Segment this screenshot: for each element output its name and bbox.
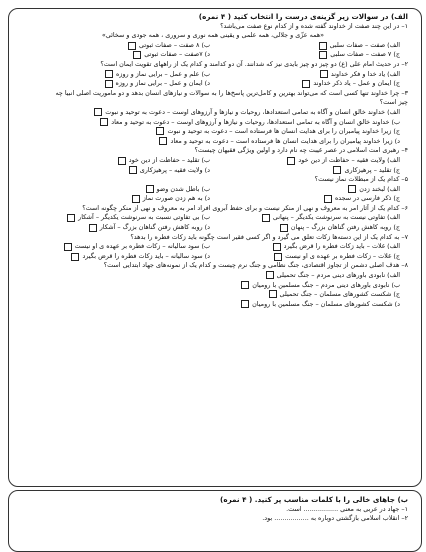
section-b [18,495,408,524]
q1-option-a[interactable] [210,41,400,51]
section-a-title: الف) در سوالات زیر گزینه‌ی درست را انتخاب کنید ( ۴ نمره) [198,12,408,21]
question-2: ۲– در حدیث امام علی (ع) دو چیز دو چیز بایدی نیز که شدانند. آن دو کدامند و کدام یک از راههای تقویت ایمان است؟ [100,59,408,68]
q2-option-c[interactable] [210,79,400,89]
checkbox[interactable] [319,51,327,59]
q4-options-row2 [18,166,408,176]
q6-option-c[interactable] [210,223,400,233]
q5-option-b[interactable] [143,185,210,195]
checkbox[interactable] [241,281,249,289]
checkbox[interactable] [105,80,113,88]
q3-option-b-label: ب) خداوند خالق انسان و آگاه به تمامی استعدادها، روحیات و نیازها و آرزوهای اوست – دعوت به توحید و معاد [111,117,400,126]
checkbox[interactable] [333,166,341,174]
q5-option-b-label: ب) باطل شدن وضو [156,184,210,193]
q3-option-c-label: ج) زیرا خداوند پیامبران را برای هدایت انسان ها فرستاده است – دعوت به توحید و نبوت [167,127,400,136]
q6-option-a[interactable] [210,213,400,223]
q7-option-d-label: د) سود سالیانه – باید زکات فطره را قرض بگیرد [82,251,210,260]
section-b-title: ب) جاهای خالی را با کلمات مناسب پر کنید. ( ۴ نمره) [220,495,408,504]
checkbox[interactable] [159,137,167,145]
q8-option-a-label: الف) نابودی باورهای دینی مردم – جنگ تحمیلی [276,271,400,280]
question-8: ۸– هدف اصلی دشمن از تجاوز اقتصادی، جنگ نظامی و جنگ نرم چیست و کدام یک از نمونه‌های جهاد ابتدایی است؟ [103,261,408,270]
q6-option-b-label: ب) بی تفاوتی نسبت به سرنوشت یکدیگر – آشکار [78,213,210,222]
fill-blank-2[interactable]: ۲– انقلاب اسلامی بازگشتی دوباره به ................. بود. [262,514,408,523]
q2-options-row2 [18,79,408,89]
q3-option-b[interactable] [18,118,408,128]
checkbox[interactable] [94,108,102,116]
q1-option-b[interactable] [125,41,210,51]
checkbox[interactable] [67,214,75,222]
checkbox[interactable] [287,157,295,165]
q1-options-row2 [18,50,408,60]
q4-option-a-label: الف) ولایت فقیه – حفاظت از دین خود [298,155,400,164]
q1-options-row1 [18,41,408,51]
checkbox[interactable] [105,70,113,78]
q7-option-a-label: الف) غلات – باید زکات فطره را قرض بگیرد [283,242,400,251]
q7-option-b-label: ب) سود سالیانه – زکات فطره بر عهده ی او نیست [74,242,210,251]
fill-blank-1[interactable]: ۱– جهاد در عربی به معنی ................. است. [286,504,408,513]
checkbox[interactable] [129,166,137,174]
q7-options-row2 [18,252,408,262]
checkbox[interactable] [273,243,281,251]
q3-option-d-label: د) زیرا خداوند پیامبران را برای هدایت انسان ها فرستاده است – دعوت به توحید و معاد [170,136,400,145]
q5-option-a-label: الف) لبخند زدن [359,184,400,193]
q7-option-c-label: ج) غلات – زکات فطره بر عهده ی او نیست [285,251,400,260]
q5-options-row1 [18,185,408,195]
checkbox[interactable] [241,300,249,308]
q1-option-b-label: ب) ۸ صفت – صفات ثبوتی [139,40,210,49]
q4-option-c-label: ج) تقلید – پرهیزکاری [344,165,400,174]
q7-option-c[interactable] [210,252,400,262]
q6-option-d[interactable] [86,223,210,233]
q2-option-d-label: د) ایمان و عمل – برایی نماز و روزه [115,79,210,88]
q5-option-c[interactable] [210,194,400,204]
checkbox[interactable] [348,185,356,193]
q8-option-c-label: ج) شکست کشورهای مسلمان – جنگ تحمیلی [279,290,400,299]
checkbox[interactable] [324,195,332,203]
question-1: ۱– در این چند صفت از خداوند گفته شده و از کدام نوع صفت می‌باشد؟ [220,21,408,30]
q7-option-d[interactable] [68,252,210,262]
question-1-verse: «همه عزّی و جلالی، همه علمی و یقینی همه نوری و سروری ، همه جودی و سخائی» [101,31,325,40]
q6-option-d-label: د) روبه کاهش رفتن گناهان بزرگ – آشکار [99,223,210,232]
q3-option-a-label: الف) خداوند خالق انسان و آگاه به تمامی استعدادها، روحیات و نیازها و آرزوهای اوست – دعوت به توحید و نبوت [105,107,400,116]
question-4: ۴– رهبری امت اسلامی در عصر غیبت چه نام دارد و اولین ویژگی فقیهان چیست؟ [194,146,408,155]
q8-option-b[interactable] [18,281,408,291]
checkbox[interactable] [320,70,328,78]
checkbox[interactable] [89,224,97,232]
checkbox[interactable] [274,253,282,261]
q4-option-d[interactable] [126,166,210,176]
q4-option-b-label: ب) تقلید – حفاظت از دین خود [128,155,210,164]
q6-option-c-label: ج) روبه کاهش رفتن گناهان بزرگ – پنهان [290,223,400,232]
q7-option-a[interactable] [210,242,400,252]
checkbox[interactable] [118,157,126,165]
q3-option-a[interactable] [18,108,408,118]
checkbox[interactable] [319,42,327,50]
q1-option-d-label: د) ۷صفت – صفات ثبوتی [144,50,210,59]
q8-option-a[interactable] [18,271,408,281]
checkbox[interactable] [100,118,108,126]
q4-option-b[interactable] [115,156,210,166]
q1-option-d[interactable] [130,50,210,60]
checkbox[interactable] [128,42,136,50]
q4-options-row1 [18,156,408,166]
q5-option-c-label: ج) ذکر فارسی در سجده [334,194,400,203]
question-7: ۷– به کدام یک از این دسته‌ها زکات تعلق می گیرد و اگر کسی فقیر است چگونه باید زکات فطره را بدهد؟ [130,232,408,241]
q2-option-b[interactable] [102,70,210,80]
q8-option-c[interactable] [18,290,408,300]
question-5: ۵– کدام یک از مبطلات نماز نیست؟ [314,175,408,184]
q8-option-d-label: د) شکست کشورهای مسلمان – جنگ مسلمین با رومیان [252,299,400,308]
section-a [18,12,408,309]
q5-option-d-label: د) به هم زدن صورت نماز [142,194,210,203]
q8-option-d[interactable] [18,300,408,310]
q6-options-row1 [18,213,408,223]
question-3-cont: چیز است؟ [379,98,408,107]
q4-option-d-label: د) ولایت فقیه – پرهیزکاری [139,165,210,174]
checkbox[interactable] [266,271,274,279]
q3-option-d[interactable] [18,137,408,147]
q2-option-d[interactable] [102,79,211,89]
checkbox[interactable] [156,127,164,135]
checkbox[interactable] [302,80,310,88]
q5-option-a[interactable] [210,185,400,195]
q6-option-b[interactable] [64,213,210,223]
checkbox[interactable] [280,224,288,232]
q4-option-a[interactable] [210,156,400,166]
q7-options-row1 [18,242,408,252]
q6-options-row2 [18,223,408,233]
q3-option-c[interactable] [18,127,408,137]
checkbox[interactable] [133,51,141,59]
q1-option-c[interactable] [210,50,400,60]
q8-option-b-label: ب) نابودی باورهای دینی مردم – جنگ مسلمین با رومیان [252,280,400,289]
checkbox[interactable] [71,253,79,261]
checkbox[interactable] [146,185,154,193]
q4-option-c[interactable] [210,166,400,176]
question-6: ۶– کدام یک از آثار امر به معروف و نهی از منکر نیست و برای حفظ آبروی افراد امر به معروف و نهی از منکر چگونه است؟ [82,203,408,212]
q5-option-d[interactable] [129,194,210,204]
checkbox[interactable] [132,195,140,203]
q2-options-row1 [18,70,408,80]
q2-option-a-label: الف) یاد خدا و فکر خداوند [330,69,400,78]
q2-option-c-label: ج) ایمان و عمل – یاد ذکر خداوند [313,79,400,88]
q1-option-a-label: الف) صفت – صفات سلبی [329,40,400,49]
checkbox[interactable] [64,243,72,251]
q6-option-a-label: الف) تفاوتی نیست به سرنوشت یکدیگر – پنهانی [272,213,400,222]
checkbox[interactable] [262,214,270,222]
q2-option-a[interactable] [210,70,400,80]
q1-option-c-label: ج) ۷ صفت – صفات سلبی [330,50,400,59]
checkbox[interactable] [269,290,277,298]
q2-option-b-label: ب) علم و عمل – برایی نماز و روزه [116,69,210,78]
question-3: ۳– چرا خداوند تنها کسی است که می‌تواند بهترین و کامل‌ترین پاسخ‌ها را به سوالات و نیازهای انسان بدهد و دو ماموریت اصلی انبیا چه [55,88,408,97]
q7-option-b[interactable] [61,242,210,252]
q5-options-row2 [18,194,408,204]
